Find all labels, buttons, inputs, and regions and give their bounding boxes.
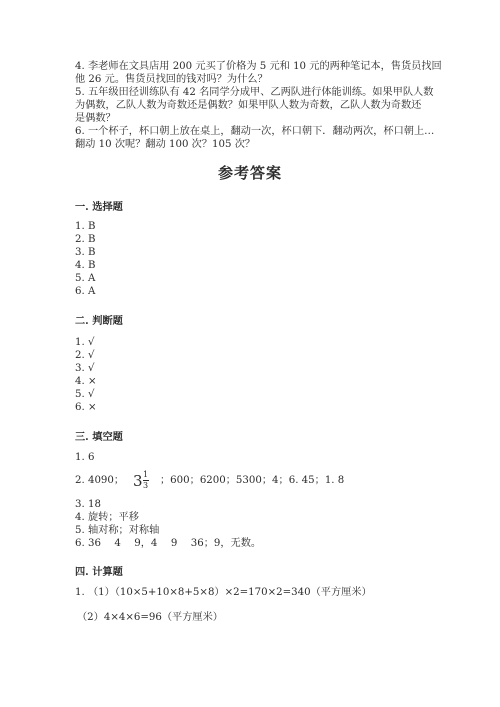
fill-heading: 三. 填空题 (75, 431, 123, 443)
judge-answer-2: 2. √ (75, 350, 95, 361)
judge-answer-6: 6. × (75, 402, 97, 413)
problem-5-line-2: 为偶数，乙队人数为奇数还是偶数？如果甲队人数为奇数，乙队人数为奇数还 (75, 100, 422, 111)
choice-answer-3: 3. B (75, 247, 96, 258)
fill-answer-1: 1. 6 (75, 452, 95, 463)
choice-answer-4: 4. B (75, 260, 96, 271)
calc-answer-1: 1. （1）（10×5+10×8+5×8）×2=170×2=340（平方厘米） (75, 587, 372, 598)
problem-5-line-1: 5. 五年级田径训练队有 42 名同学分成甲、乙两队进行体能训练。如果甲队人数 (75, 87, 434, 98)
fill-answer-4: 4. 旋转；平移 (75, 512, 139, 523)
fill-answer-3: 3. 18 (75, 499, 101, 510)
fraction-numerator: 1 (143, 470, 149, 479)
fraction-denominator: 3 (143, 481, 149, 490)
answer-title: 参考答案 (217, 164, 282, 182)
calc-answer-2: （2）4×4×6=96（平方厘米） (77, 612, 223, 623)
choice-answer-5: 5. A (75, 273, 96, 284)
judge-heading: 二. 判断题 (75, 315, 123, 327)
problem-5-line-3: 是偶数？ (75, 113, 116, 124)
problem-4-line-2: 他 26 元。售货员找回的钱对吗？为什么？ (75, 74, 268, 85)
calc-heading: 四. 计算题 (75, 566, 123, 578)
fill-answer-2-suffix: ；600；6200；5300；4；6. 45；1. 8 (160, 475, 345, 486)
choice-answer-6: 6. A (75, 286, 96, 297)
fill-answer-6: 6. 36 4 9，4 9 36；9，无数。 (75, 538, 262, 549)
judge-answer-5: 5. √ (75, 389, 95, 400)
judge-answer-1: 1. √ (75, 337, 95, 348)
choice-answer-2: 2. B (75, 234, 96, 245)
problem-4-line-1: 4. 李老师在文具店用 200 元买了价格为 5 元和 10 元的两种笔记本，售货员找回 (75, 61, 442, 72)
problem-6-line-2: 翻动 10 次呢？翻动 100 次？105 次？ (75, 139, 256, 150)
choice-answer-1: 1. B (75, 221, 96, 232)
judge-answer-3: 3. √ (75, 363, 95, 374)
problem-6-line-1: 6. 一个杯子，杯口朝上放在桌上，翻动一次，杯口朝下．翻动两次，杯口朝上… (75, 126, 435, 137)
choice-heading: 一. 选择题 (75, 201, 123, 213)
judge-answer-4: 4. × (75, 376, 97, 387)
fill-answer-5: 5. 轴对称；对称轴 (75, 525, 160, 536)
fraction-whole: 3 (133, 472, 143, 490)
fill-answer-2-prefix: 2. 4090； (75, 475, 125, 486)
